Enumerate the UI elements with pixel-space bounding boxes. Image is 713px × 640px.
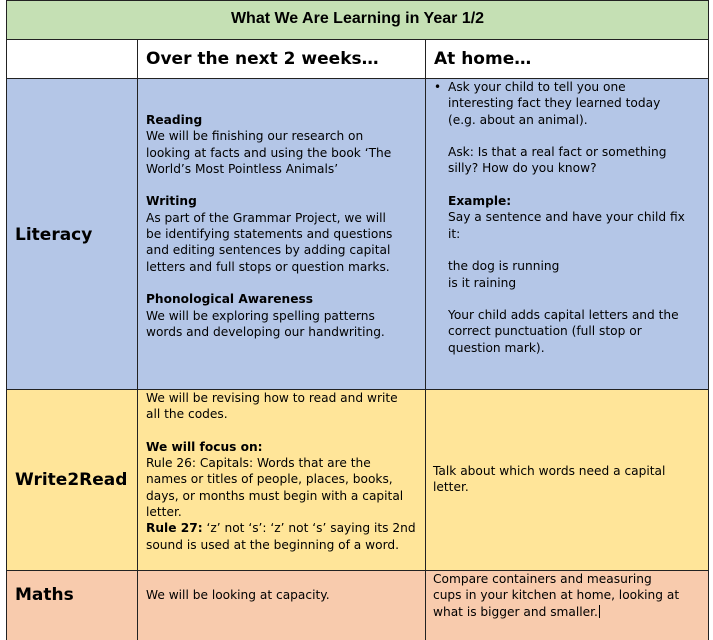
sample-sentence: the dog is running — [448, 259, 560, 274]
sample-sentence: is it raining — [448, 275, 517, 290]
literacy-subject-cell — [7, 79, 138, 389]
maths-row — [6, 570, 709, 640]
write2read-home-cell — [426, 390, 710, 570]
home-line: Ask your child to tell you one — [448, 80, 626, 94]
learning-table — [6, 0, 709, 640]
title-row — [6, 0, 709, 39]
home-line: silly? How do you know? — [448, 161, 597, 176]
maths-plan-cell — [138, 571, 426, 640]
writing-line: and editing sentences by adding capital — [146, 243, 391, 258]
result-line: Your child adds capital letters and the — [448, 308, 679, 323]
rule27-line: sound is used at the beginning of a word. — [146, 537, 399, 552]
result-line: question mark). — [448, 340, 545, 355]
phonological-line: We will be exploring spelling patterns — [146, 308, 375, 323]
rule26-line: letter. — [146, 505, 182, 520]
text-cursor — [599, 605, 600, 618]
rule26-line: days, or months must begin with a capital — [146, 488, 404, 503]
maths-subject-label: Maths — [15, 585, 74, 605]
write2read-plan-text — [146, 390, 416, 553]
literacy-subject-label: Literacy — [15, 225, 93, 245]
header-cell-home — [426, 40, 710, 78]
header-row — [6, 39, 709, 78]
home-line: (e.g. about an animal). — [448, 112, 588, 127]
example-heading: Example: — [448, 194, 512, 209]
intro-line: We will be revising how to read and write — [146, 391, 398, 405]
bullet-icon: • — [434, 80, 442, 94]
home-line: interesting fact they learned today — [448, 96, 661, 111]
maths-plan-text: We will be looking at capacity. — [146, 588, 330, 602]
writing-line: letters and full stops or question marks. — [146, 259, 390, 274]
example-line: it: — [448, 226, 461, 241]
literacy-home-text — [448, 79, 685, 356]
rule27-line: ‘z’ not ‘s’: ‘z’ not ‘s’ saying its 2nd — [202, 521, 416, 536]
writing-line: As part of the Grammar Project, we will — [146, 210, 386, 225]
home-line: Compare containers and measuring — [433, 572, 652, 586]
table-title: What We Are Learning in Year 1/2 — [230, 10, 485, 27]
reading-line: World’s Most Pointless Animals’ — [146, 161, 339, 176]
home-line: what is bigger and smaller. — [433, 604, 598, 619]
writing-line: be identifying statements and questions — [146, 227, 393, 242]
home-line: cups in your kitchen at home, looking at — [433, 588, 680, 603]
phonological-line: words and developing our handwriting. — [146, 324, 385, 339]
home-line: Talk about which words need a capital — [433, 464, 666, 478]
rule27-label: Rule 27: — [146, 521, 203, 536]
literacy-row — [6, 78, 709, 389]
focus-heading: We will focus on: — [146, 439, 263, 454]
maths-home-cell[interactable] — [426, 571, 710, 640]
maths-subject-cell — [7, 571, 138, 640]
header-home-label: At home… — [434, 49, 532, 69]
reading-line: looking at facts and using the book ‘The — [146, 145, 392, 160]
result-line: correct punctuation (full stop or — [448, 324, 642, 339]
writing-heading: Writing — [146, 194, 197, 209]
maths-home-text[interactable] — [433, 571, 679, 620]
literacy-plan-text — [146, 112, 392, 340]
header-cell-plan — [138, 40, 426, 78]
example-line: Say a sentence and have your child fix — [448, 210, 685, 225]
rule26-line: Rule 26: Capitals: Words that are the — [146, 456, 371, 471]
reading-heading: Reading — [146, 113, 203, 127]
rule26-line: names or titles of people, places, books, — [146, 472, 393, 487]
phonological-heading: Phonological Awareness — [146, 292, 313, 307]
intro-line: all the codes. — [146, 407, 228, 422]
header-cell-empty — [7, 40, 138, 78]
literacy-home-cell — [426, 79, 710, 389]
write2read-plan-cell — [138, 390, 426, 570]
write2read-subject-cell — [7, 390, 138, 570]
home-line: Ask: Is that a real fact or something — [448, 145, 667, 160]
home-line: letter. — [433, 480, 469, 495]
reading-line: We will be finishing our research on — [146, 129, 364, 144]
write2read-subject-label: Write2Read — [15, 470, 128, 490]
literacy-plan-cell — [138, 79, 426, 389]
header-plan-label: Over the next 2 weeks… — [146, 49, 379, 69]
write2read-row — [6, 389, 709, 570]
write2read-home-text — [433, 463, 665, 496]
